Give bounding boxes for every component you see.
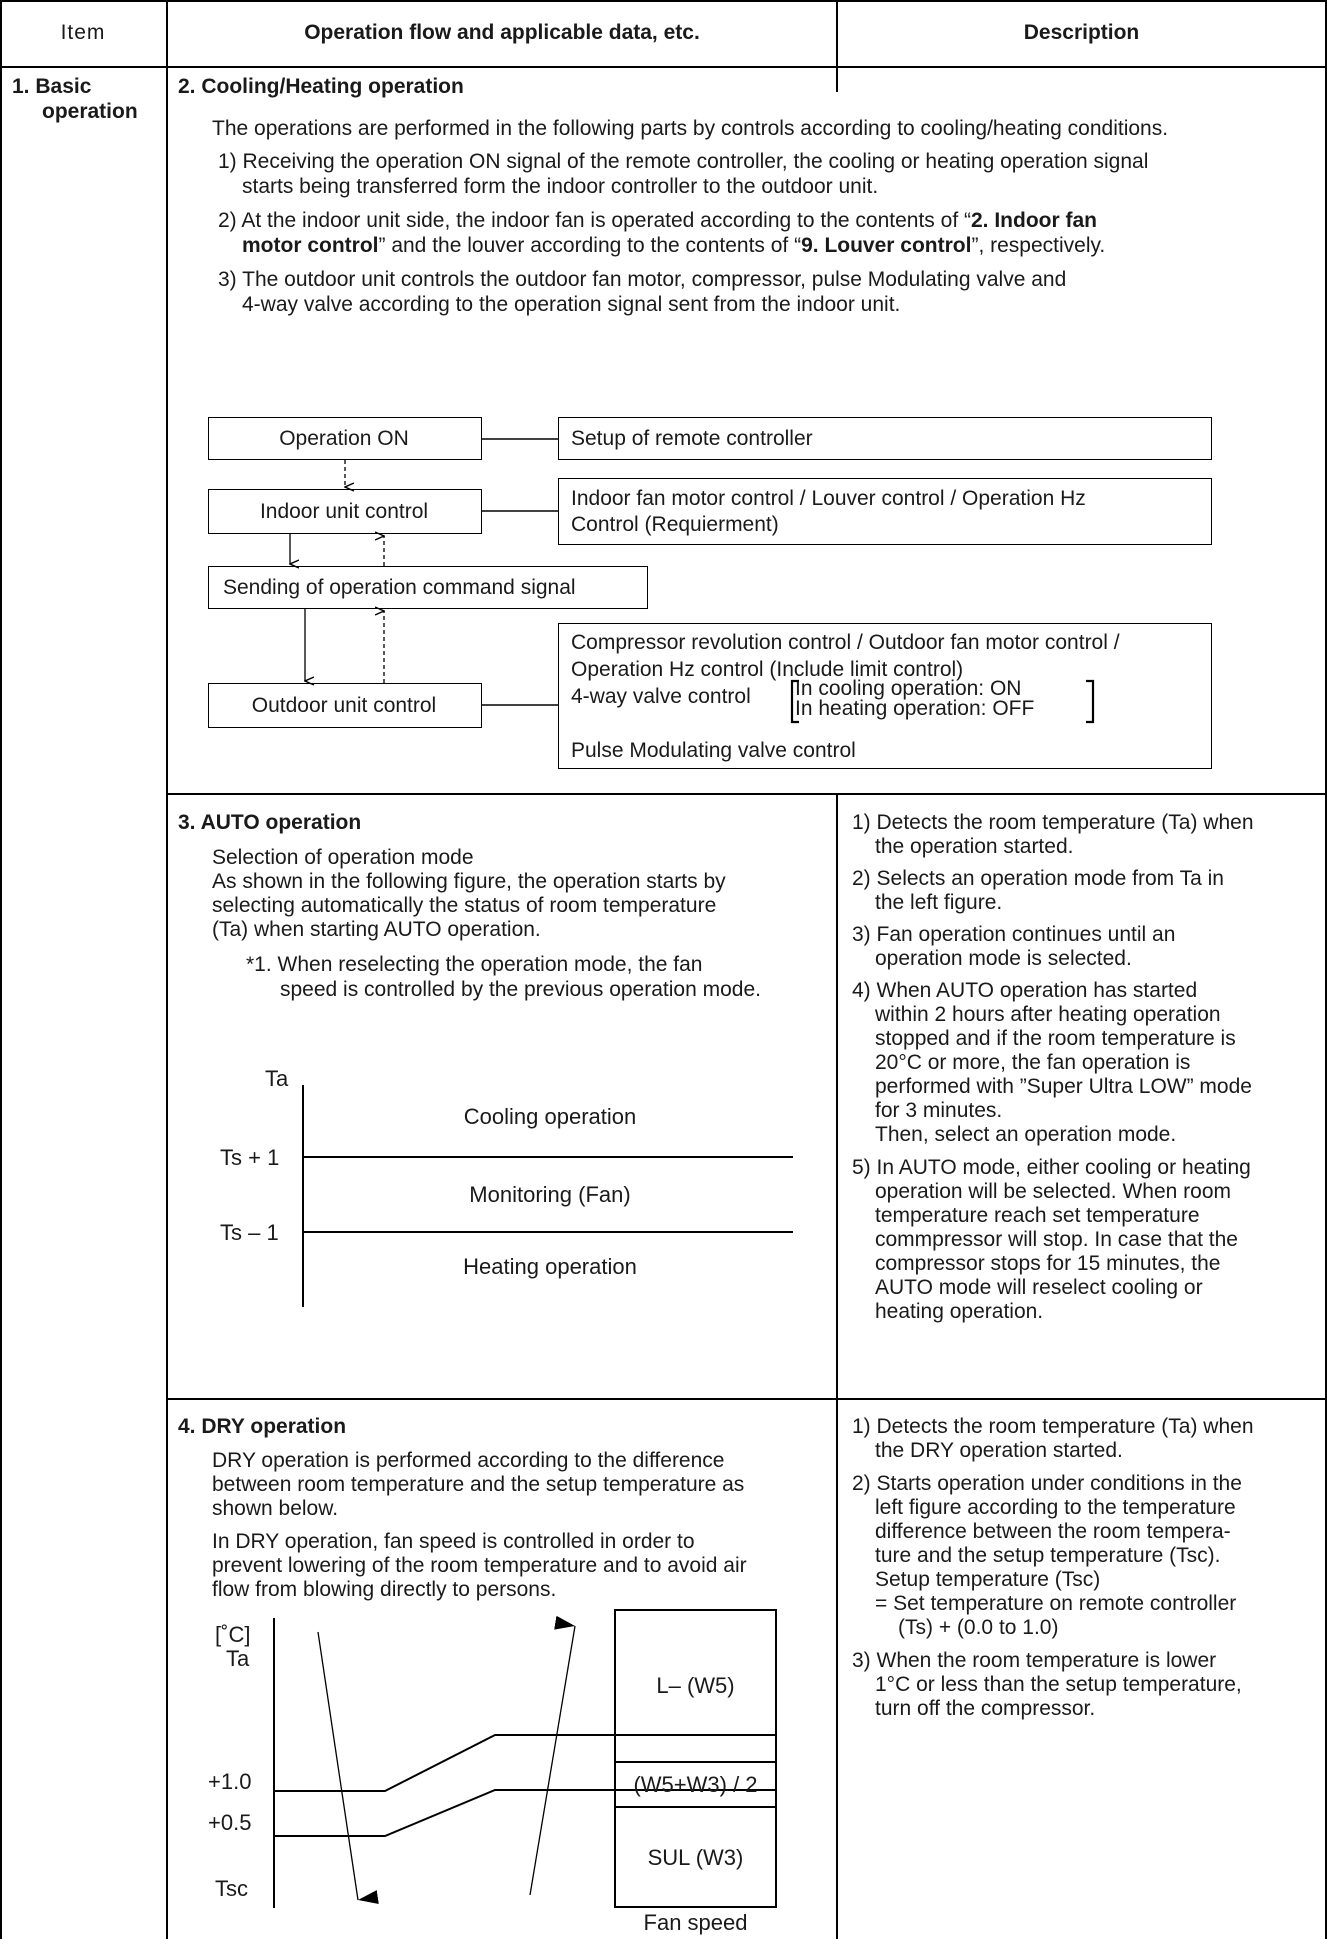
- auto-fig-ts-plus-label: Ts + 1: [220, 1145, 280, 1170]
- auto-note-line2: speed is controlled by the previous operation mode.: [280, 978, 761, 1001]
- item-label-line2: operation: [42, 100, 138, 123]
- desc-line: (Ts) + (0.0 to 1.0): [898, 1616, 1059, 1639]
- step-2-text-b: ” and the louver according to the contents of “: [378, 234, 802, 257]
- setup-remote-label: Setup of remote controller: [571, 427, 813, 450]
- desc-line: left figure according to the temperature: [875, 1496, 1236, 1519]
- auto-note-line1: *1. When reselecting the operation mode, the fan: [246, 953, 703, 976]
- auto-fig-ts-minus-label: Ts – 1: [220, 1220, 279, 1245]
- desc-line: temperature reach set temperature: [875, 1204, 1200, 1227]
- auto-fig-monitoring-label: Monitoring (Fan): [469, 1182, 631, 1207]
- desc-line: 1°C or less than the setup temperature,: [875, 1673, 1242, 1696]
- step-3-line1: 3) The outdoor unit controls the outdoor fan motor, compressor, pulse Modulating valve and: [218, 268, 1067, 291]
- step-2-text-d: ”, respectively.: [971, 234, 1106, 257]
- fan-speed-sul-w3: SUL (W3): [647, 1845, 744, 1870]
- desc-line: 2) Selects an operation mode from Ta in: [852, 867, 1224, 890]
- header-description: Description: [1023, 21, 1140, 44]
- auto-line3: selecting automatically the status of room temperature: [212, 894, 717, 917]
- auto-fig-ta-label: Ta: [265, 1066, 289, 1091]
- desc-line: difference between the room tempera-: [875, 1520, 1231, 1543]
- item-label-line1: 1. Basic: [12, 75, 92, 98]
- desc-line: 1) Detects the room temperature (Ta) when: [852, 1415, 1254, 1438]
- desc-line: the left figure.: [875, 891, 1003, 914]
- desc-line: Setup temperature (Tsc): [875, 1568, 1101, 1591]
- fan-speed-caption: Fan speed: [643, 1910, 748, 1935]
- desc-line: ture and the setup temperature (Tsc).: [875, 1544, 1221, 1567]
- outdoor-unit-control-label: Outdoor unit control: [251, 694, 437, 717]
- dry-line1: DRY operation is performed according to the difference: [212, 1449, 725, 1472]
- step-2-ref-louver: 9. Louver control: [801, 234, 972, 257]
- dry-fig-unit-label: [˚C]: [215, 1622, 251, 1647]
- desc-line: for 3 minutes.: [875, 1099, 1003, 1122]
- desc-line: operation will be selected. When room: [875, 1180, 1232, 1203]
- outdoor-detail-line2: Operation Hz control (Include limit control): [571, 658, 964, 681]
- desc-line: 2) Starts operation under conditions in the: [852, 1472, 1242, 1495]
- indoor-detail-line2: Control (Requierment): [571, 513, 779, 536]
- dry-line3: shown below.: [212, 1497, 339, 1520]
- desc-line: the operation started.: [875, 835, 1074, 858]
- step-2-ref-indoor-fan: 2. Indoor fan: [970, 209, 1097, 232]
- header-item: Item: [60, 21, 106, 44]
- step-2-text: 2) At the indoor unit side, the indoor fan is operated according to the contents of “: [218, 209, 971, 232]
- section-intro: The operations are performed in the following parts by controls according to cooling/heating conditions.: [212, 117, 1169, 140]
- step-1-line2: starts being transferred form the indoor controller to the outdoor unit.: [242, 175, 879, 198]
- fan-speed-l-w5: L– (W5): [656, 1673, 735, 1698]
- step-2-ref-motor-control: motor control: [242, 234, 379, 257]
- desc-line: 3) When the room temperature is lower: [852, 1649, 1217, 1672]
- fan-speed-mid: (W5+W3) / 2: [633, 1772, 758, 1797]
- cooling-on-text: In cooling operation: ON: [795, 677, 1022, 700]
- desc-line: heating operation.: [875, 1300, 1044, 1323]
- indoor-detail-line1: Indoor fan motor control / Louver control / Operation Hz: [571, 487, 1086, 510]
- desc-line: the DRY operation started.: [875, 1439, 1123, 1462]
- desc-line: AUTO mode will reselect cooling or: [875, 1276, 1203, 1299]
- sending-signal-label: Sending of operation command signal: [223, 576, 576, 599]
- desc-line: 1) Detects the room temperature (Ta) when: [852, 811, 1254, 834]
- operation-on-label: Operation ON: [279, 427, 409, 450]
- desc-line: commpressor will stop. In case that the: [875, 1228, 1238, 1251]
- desc-line: 4) When AUTO operation has started: [852, 979, 1198, 1002]
- desc-line: within 2 hours after heating operation: [875, 1003, 1221, 1026]
- section-title: 2. Cooling/Heating operation: [178, 75, 464, 98]
- section-title: 4. DRY operation: [178, 1415, 347, 1438]
- desc-line: 20°C or more, the fan operation is: [875, 1051, 1191, 1074]
- dry-line6: flow from blowing directly to persons.: [212, 1578, 557, 1601]
- dry-line5: prevent lowering of the room temperature and to avoid air: [212, 1554, 747, 1577]
- auto-fig-heating-label: Heating operation: [463, 1254, 637, 1279]
- desc-line: operation mode is selected.: [875, 947, 1132, 970]
- step-1-line1: 1) Receiving the operation ON signal of the remote controller, the cooling or heating operation signal: [218, 150, 1149, 173]
- dry-fig-ta-label: Ta: [226, 1646, 250, 1671]
- desc-line: performed with ”Super Ultra LOW” mode: [875, 1075, 1252, 1098]
- outdoor-detail-line3: 4-way valve control: [571, 685, 751, 708]
- desc-line: 5) In AUTO mode, either cooling or heating: [852, 1156, 1251, 1179]
- heating-off-text: In heating operation: OFF: [795, 697, 1035, 720]
- dry-fig-plus05-label: +0.5: [208, 1810, 252, 1835]
- auto-line2: As shown in the following figure, the operation starts by: [212, 870, 726, 893]
- desc-line: Then, select an operation mode.: [875, 1123, 1177, 1146]
- header-operation-flow: Operation flow and applicable data, etc.: [304, 21, 700, 44]
- dry-line4: In DRY operation, fan speed is controlled in order to: [212, 1530, 695, 1553]
- auto-fig-cooling-label: Cooling operation: [463, 1104, 637, 1129]
- outdoor-detail-line1: Compressor revolution control / Outdoor fan motor control /: [571, 631, 1120, 654]
- desc-line: 3) Fan operation continues until an: [852, 923, 1176, 946]
- indoor-unit-control-label: Indoor unit control: [259, 500, 429, 523]
- desc-line: turn off the compressor.: [875, 1697, 1096, 1720]
- desc-line: stopped and if the room temperature is: [875, 1027, 1236, 1050]
- outdoor-detail-line5: Pulse Modulating valve control: [571, 739, 856, 762]
- dry-line2: between room temperature and the setup temperature as: [212, 1473, 745, 1496]
- auto-line4: (Ta) when starting AUTO operation.: [212, 918, 541, 941]
- auto-line1: Selection of operation mode: [212, 846, 474, 869]
- desc-line: = Set temperature on remote controller: [875, 1592, 1237, 1615]
- dry-fig-tsc-label: Tsc: [215, 1876, 248, 1901]
- dry-fig-plus10-label: +1.0: [208, 1769, 252, 1794]
- step-3-line2: 4-way valve according to the operation signal sent from the indoor unit.: [242, 293, 901, 316]
- section-title: 3. AUTO operation: [178, 811, 362, 834]
- desc-line: compressor stops for 15 minutes, the: [875, 1252, 1221, 1275]
